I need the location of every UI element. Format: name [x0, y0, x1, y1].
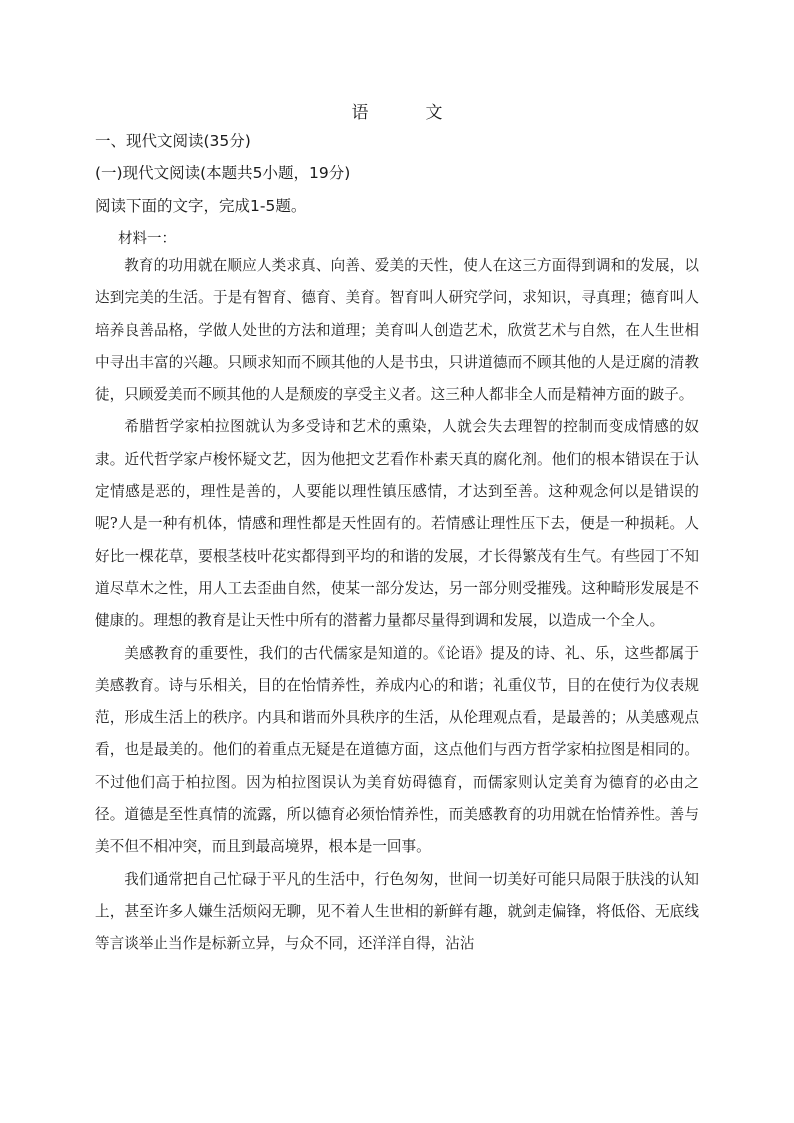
document-title: 语 文 [351, 103, 463, 123]
material-label: 材料一： [118, 231, 176, 247]
paragraph: 我们通常把自己忙碌于平凡的生活中，行色匆匆，世间一切美好可能只局限于肤浅的认知上，甚至许多人嫌生活烦闷无聊，见不着人生世相的新鲜有趣，就剑走偏锋，将低俗、无底线等言谈举止当作是标新立异，与众不同，还洋洋自得，沾沾 [95, 870, 699, 953]
reading-instruction: 阅读下面的文字，完成1-5题。 [95, 197, 307, 215]
section-heading: 一、现代文阅读(35分) [95, 132, 251, 150]
subsection-heading: (一)现代文阅读(本题共5小题，19分) [95, 164, 351, 182]
passage-body [95, 250, 699, 961]
paragraph: 希腊哲学家柏拉图就认为多受诗和艺术的熏染，人就会失去理智的控制而变成情感的奴隶。近代哲学家卢梭怀疑文艺，因为他把文艺看作朴素天真的腐化剂。他们的根本错误在于认定情感是恶的，理性是善的，人要能以理性镇压感情，才达到至善。这种观念何以是错误的呢?人是一种有机体，情感和理性都是天性固有的。若情感让理性压下去，便是一种损耗。人好比一棵花草，要根茎枝叶花实都得到平均的和谐的发展，才长得繁茂有生气。有些园丁不知道尽草木之性，用人工去歪曲自然，使某一部分发达，另一部分则受摧残。这种畸形发展是不健康的。理想的教育是让天性中所有的潜蓄力量都尽量得到调和发展，以造成一个全人。 [95, 418, 699, 630]
paragraph: 教育的功用就在顺应人类求真、向善、爱美的天性，使人在这三方面得到调和的发展，以达到完美的生活。于是有智育、德育、美育。智育叫人研究学问，求知识，寻真理；德育叫人培养良善品格，学做人处世的方法和道理；美育叫人创造艺术，欣赏艺术与自然，在人生世相中寻出丰富的兴趣。只顾求知而不顾其他的人是书虫，只讲道德而不顾其他的人是迂腐的清教徒，只顾爱美而不顾其他的人是颓废的享受主义者。这三种人都非全人而是精神方面的跛子。 [95, 257, 699, 404]
paragraph: 美感教育的重要性，我们的古代儒家是知道的。《论语》提及的诗、礼、乐，这些都属于美感教育。诗与乐相关，目的在怡情养性，养成内心的和谐；礼重仪节，目的在使行为仪表规范，形成生活上的秩序。内具和谐而外具秩序的生活，从伦理观点看，是最善的；从美感观点看，也是最美的。他们的着重点无疑是在道德方面，这点他们与西方哲学家柏拉图是相同的。不过他们高于柏拉图。因为柏拉图误认为美育妨碍德育，而儒家则认定美育为德育的必由之径。道德是至性真情的流露，所以德育必须怡情养性，而美感教育的功用就在怡情养性。善与美不但不相冲突，而且到最高境界，根本是一回事。 [95, 644, 699, 856]
